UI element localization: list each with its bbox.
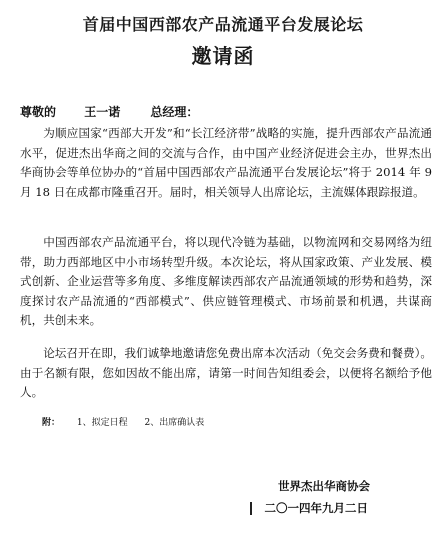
signature-date: 二〇一四年九月二日 bbox=[264, 501, 368, 515]
attachment-label: 附： bbox=[42, 418, 61, 428]
signature-organization: 世界杰出华商协会 bbox=[278, 479, 370, 493]
body-paragraph-2: 中国西部农产品流通平台，将以现代冷链为基础，以物流网和交易网络为纽带，助力西部地区中小市场转型升级。本次论坛，将从国家政策、产业发展、模式创新、企业运营等多角度、多维度解读西部农产品流通领域的形势和趋势，深度探讨农产品流通的“西部模式”、供应链管理模式、市场前景和机遇，共谋商机，共创未来。 bbox=[20, 235, 432, 327]
salutation bbox=[20, 103, 198, 120]
letter-heading: 邀请函 bbox=[191, 44, 255, 68]
salutation-respect: 尊敬的 bbox=[20, 105, 57, 119]
text-cursor bbox=[250, 502, 252, 515]
body-paragraph-3: 论坛召开在即，我们诚挚地邀请您免费出席本次活动（免交会务费和餐费）。由于名额有限，您如因故不能出席，请第一时间告知组委会，以便将名额给予他人。 bbox=[20, 346, 432, 399]
recipient-name: 王一诺 bbox=[84, 105, 121, 119]
attachment-item-confirmation: 2、出席确认表 bbox=[144, 418, 205, 428]
attachment-item-schedule: 1、拟定日程 bbox=[76, 418, 128, 428]
recipient-position: 总经理： bbox=[150, 105, 199, 119]
body-paragraph-1: 为顺应国家“西部大开发”和“长江经济带”战略的实施，提升西部农产品流通水平，促进杰出华商之间的交流与合作，由中国产业经济促进会主办，世界杰出华商协会等单位协办的“首届中国西部农产品流通平台发展论坛”将于 2014 年 9 月 18 日在成都市隆重召开。届时，相关领导人出席论坛，主流媒体跟踪报道。 bbox=[20, 126, 432, 199]
attachment-list bbox=[42, 415, 218, 428]
forum-title: 首届中国西部农产品流通平台发展论坛 bbox=[82, 15, 364, 34]
